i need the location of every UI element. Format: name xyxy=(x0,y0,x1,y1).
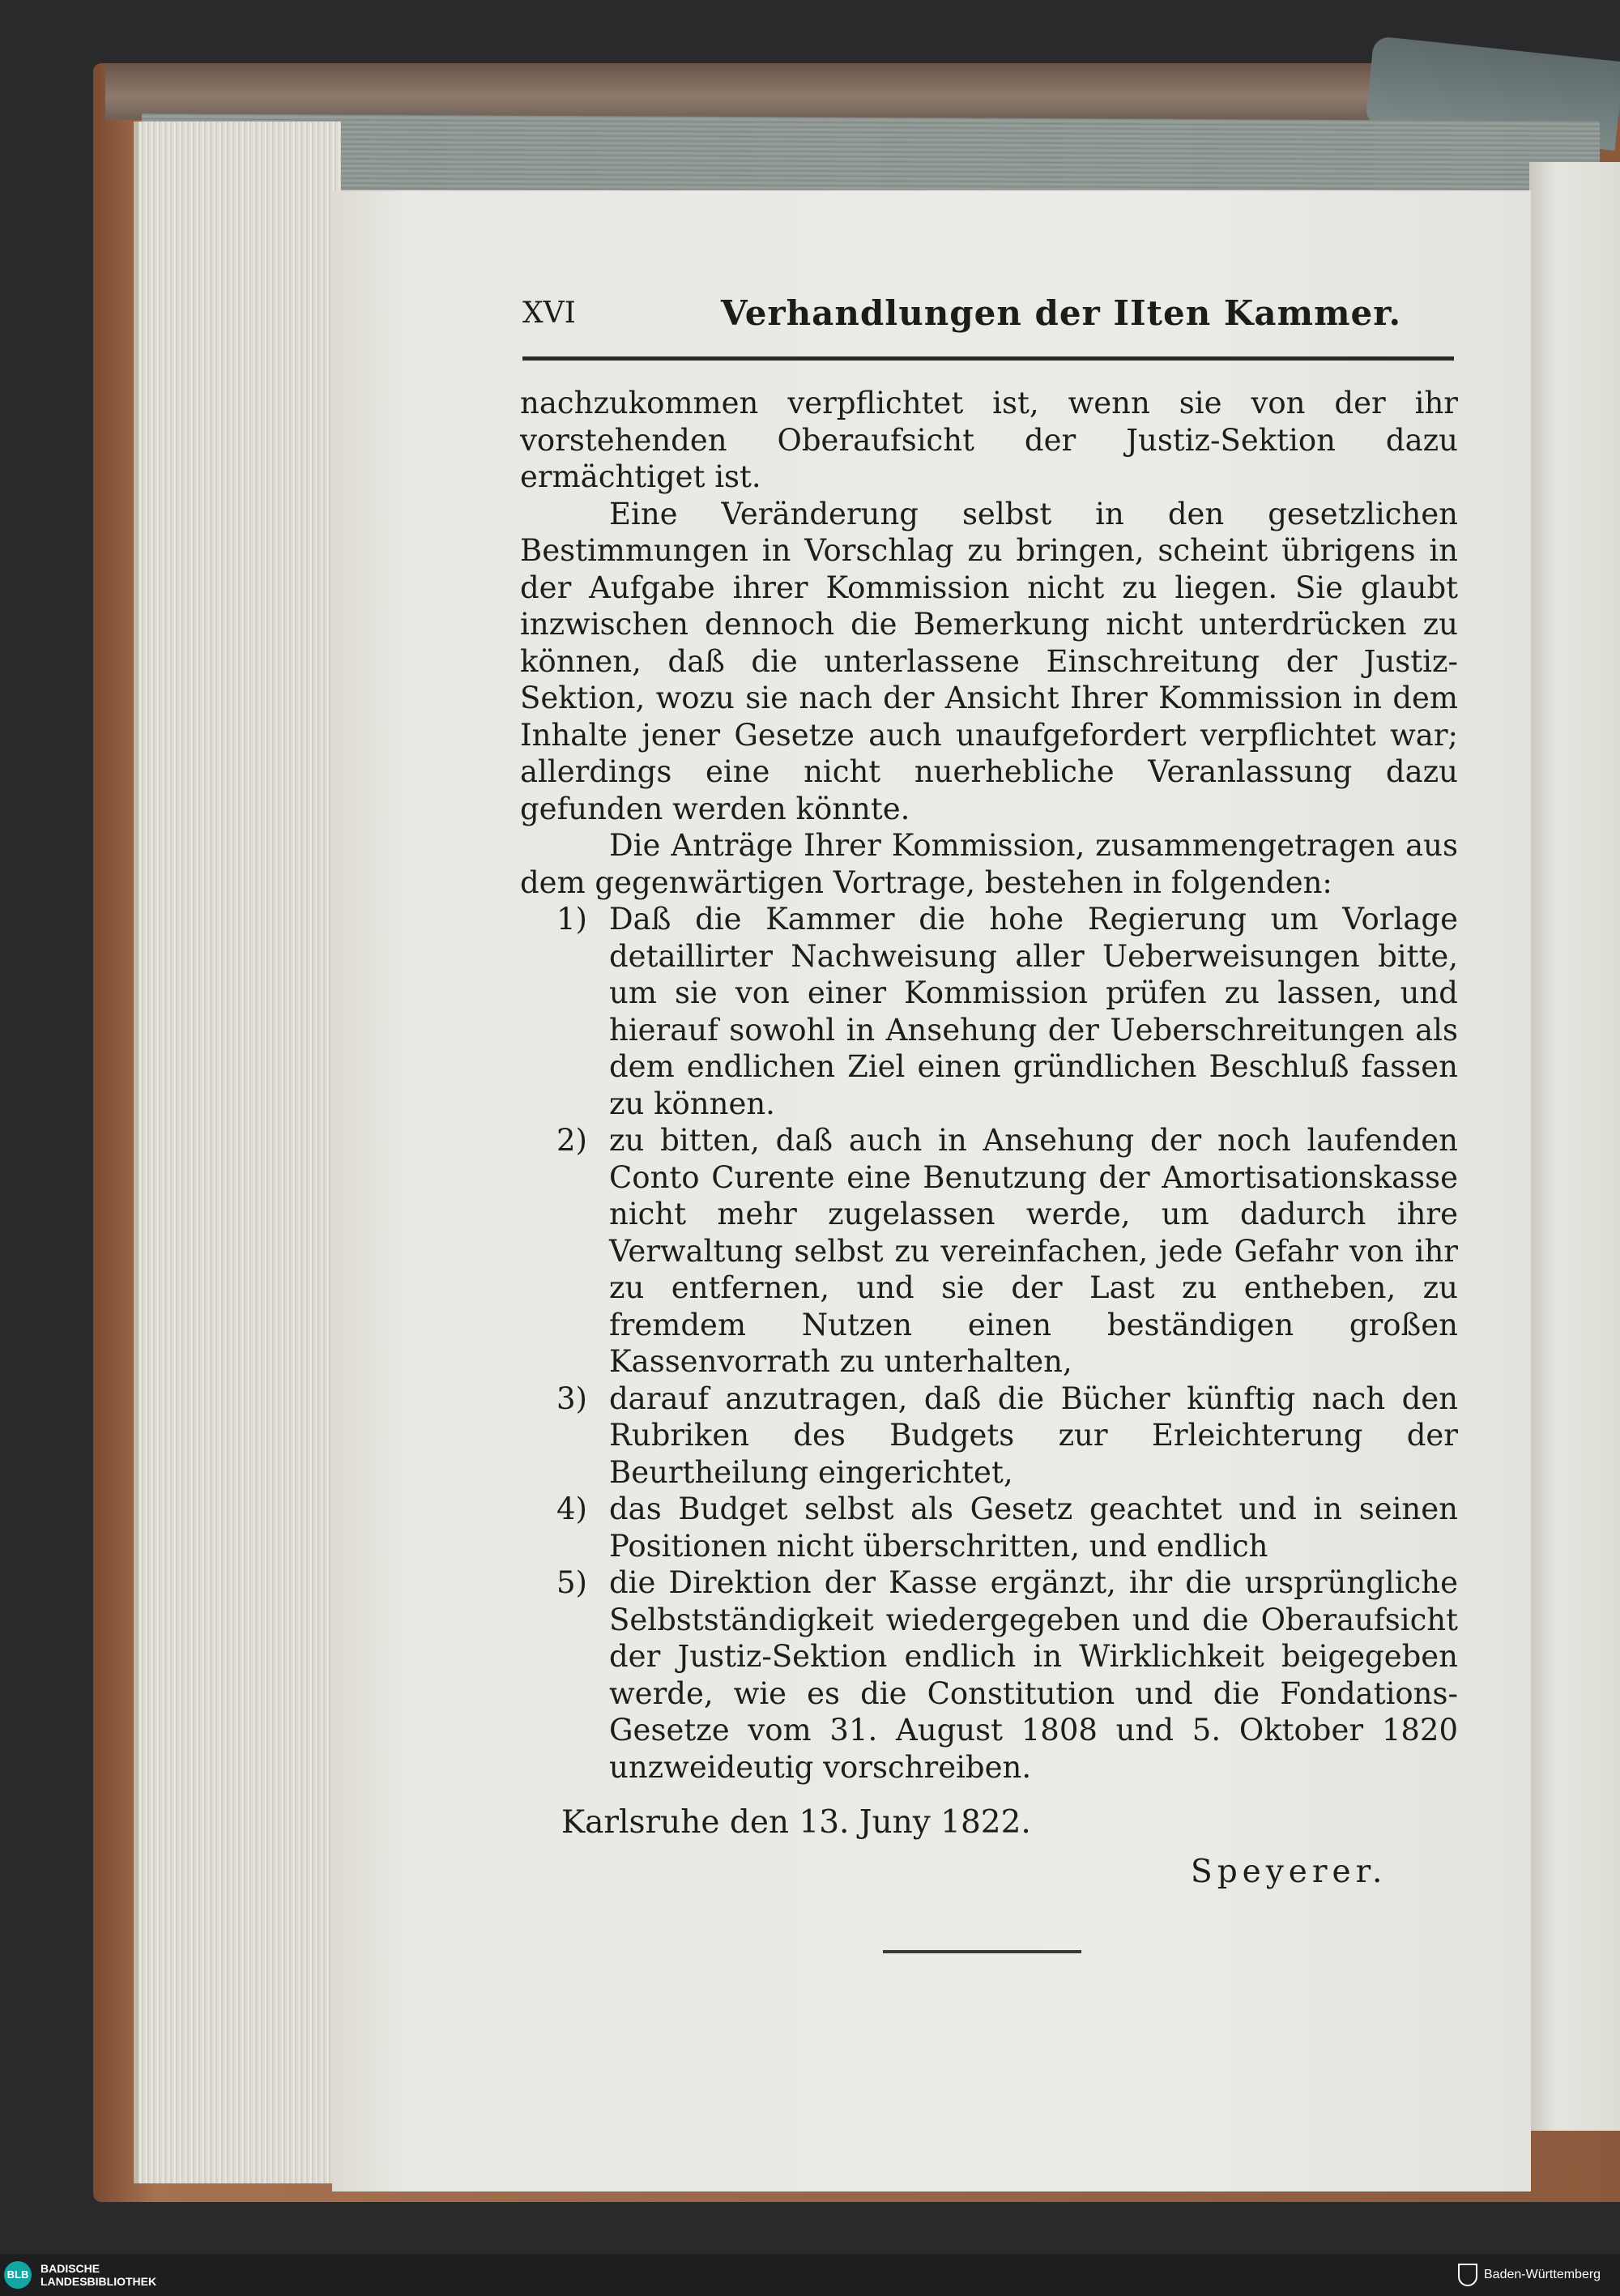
item-text: Daß die Kammer die hohe Regierung um Vorlage detaillirter Nachweisung aller Ueberweisungen bitte, um sie von einer Kommission prüfen zu lassen, und hierauf sowohl in Ansehung der Ueberschreitungen als dem endlichen Ziel einen gründlichen Beschluß fassen zu können. xyxy=(609,902,1458,1121)
state-name[interactable]: Baden-Württemberg xyxy=(1484,2268,1601,2281)
viewer-footer xyxy=(0,2254,1620,2296)
paragraph-continuation: nachzukommen verpflichtet ist, wenn sie von der ihr vorstehenden Oberaufsicht der Justiz-Sektion dazu ermächtiget ist. xyxy=(520,386,1458,494)
list-item xyxy=(520,1564,1458,1786)
page-header xyxy=(522,293,1454,342)
page-body xyxy=(520,385,1458,1786)
list-item xyxy=(520,901,1458,1122)
item-number: 5) xyxy=(556,1565,587,1600)
item-text: die Direktion der Kasse ergänzt, ihr die ursprüngliche Selbstständigkeit wiedergegeben und die Oberaufsicht der Justiz-Sektion endlich in Wirklichkeit beigegeben werde, wie es die Constitution und die Fondations-Gesetze vom 31. August 1808 und 5. Oktober 1820 unzweideutig vorschreiben. xyxy=(609,1565,1458,1785)
item-number: 1) xyxy=(556,902,587,937)
page-stack xyxy=(134,122,341,2183)
place-date: Karlsruhe den 13. Juny 1822. xyxy=(561,1804,1031,1841)
proposal-list xyxy=(520,901,1458,1786)
blb-logo-icon[interactable]: BLB xyxy=(4,2261,32,2289)
item-text: darauf anzutragen, daß die Bücher künftig nach den Rubriken des Budgets zur Erleichterung der Beurtheilung eingerichtet, xyxy=(609,1381,1458,1490)
list-item xyxy=(520,1491,1458,1564)
paragraph: Die Anträge Ihrer Kommission, zusammengetragen aus dem gegenwärtigen Vortrage, bestehen in folgenden: xyxy=(520,828,1458,900)
page-edges-top xyxy=(142,113,1600,198)
signature: Speyerer. xyxy=(1191,1854,1388,1890)
library-name-line1: BADISCHE xyxy=(40,2262,100,2275)
item-number: 4) xyxy=(556,1492,587,1526)
end-rule xyxy=(883,1950,1081,1953)
item-number: 2) xyxy=(556,1123,587,1158)
paragraph: Eine Veränderung selbst in den gesetzlichen Bestimmungen in Vorschlag zu bringen, scheint übrigens in der Aufgabe ihrer Kommission nicht zu liegen. Sie glaubt inzwischen dennoch die Bemerkung nicht unterdrücken zu können, daß die unterlassene Einschreitung der Justiz-Sektion, wozu sie nach der Ansicht Ihrer Kommission in dem Inhalte jener Gesetze auch unaufgefordert verpflichtet war; allerdings eine nicht nuerhebliche Veranlassung dazu gefunden werden könnte. xyxy=(520,496,1458,826)
running-title: Verhandlungen der IIten Kammer. xyxy=(721,293,1402,333)
list-item xyxy=(520,1122,1458,1381)
library-name[interactable] xyxy=(40,2262,156,2288)
list-item xyxy=(520,1381,1458,1492)
page-number: XVI xyxy=(522,297,576,330)
item-number: 3) xyxy=(556,1381,587,1416)
header-rule xyxy=(522,356,1454,361)
coat-of-arms-icon xyxy=(1458,2264,1477,2286)
library-name-line2: LANDESBIBLIOTHEK xyxy=(40,2275,157,2288)
item-text: das Budget selbst als Gesetz geachtet und in seinen Positionen nicht überschritten, und endlich xyxy=(609,1492,1458,1564)
item-text: zu bitten, daß auch in Ansehung der noch laufenden Conto Curente eine Benutzung der Amortisationskasse nicht mehr zugelassen werde, um dadurch ihre Verwaltung selbst zu vereinfachen, jede Gefahr von ihr zu entfernen, und sie der Last zu entheben, zu fremdem Nutzen einen beständigen großen Kassenvorrath zu unterhalten, xyxy=(609,1123,1458,1379)
facing-page-edge xyxy=(1529,162,1620,2131)
